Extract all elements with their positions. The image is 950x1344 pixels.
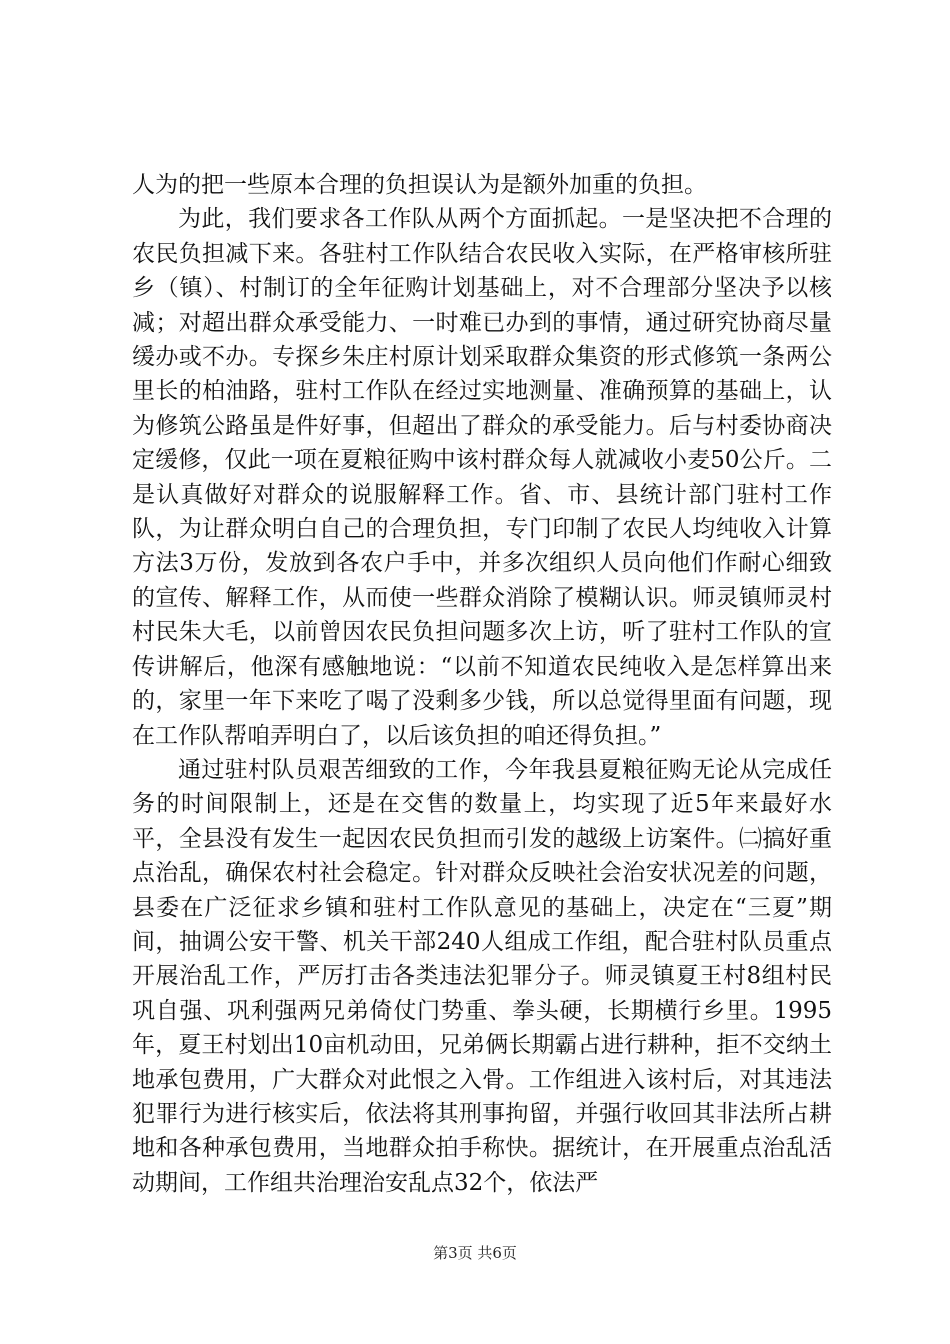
- paragraph-continued: 人为的把一些原本合理的负担误认为是额外加重的负担。: [132, 172, 707, 198]
- document-body: [132, 168, 832, 1200]
- paragraph: 通过驻村队员艰苦细致的工作，今年我县夏粮征购无论从完成任务的时间限制上，还是在交售的数量上，均实现了近5年来最好水平，全县没有发生一起因农民负担而引发的越级上访案件。㈡搞好重点治乱，确保农村社会稳定。针对群众反映社会治安状况差的问题，县委在广泛征求乡镇和驻村工作队意见的基础上，决定在“三夏”期间，抽调公安干警、机关干部240人组成工作组，配合驻村队员重点开展治乱工作，严厉打击各类违法犯罪分子。师灵镇夏王村8组村民巩自强、巩利强两兄弟倚仗门势重、拳头硬，长期横行乡里。1995年，夏王村划出10亩机动田，兄弟俩长期霸占进行耕种，拒不交纳土地承包费用，广大群众对此恨之入骨。工作组进入该村后，对其违法犯罪行为进行核实后，依法将其刑事拘留，并强行收回其非法所占耕地和各种承包费用，当地群众拍手称快。据统计，在开展重点治乱活动期间，工作组共治理治安乱点32个，依法严: [132, 756, 832, 1196]
- paragraph: 为此，我们要求各工作队从两个方面抓起。一是坚决把不合理的农民负担减下来。各驻村工作队结合农民收入实际，在严格审核所驻乡（镇）、村制订的全年征购计划基础上，对不合理部分坚决予以核减；对超出群众承受能力、一时难已办到的事情，通过研究协商尽量缓办或不办。专探乡朱庄村原计划采取群众集资的形式修筑一条两公里长的柏油路，驻村工作队在经过实地测量、准确预算的基础上，认为修筑公路虽是件好事，但超出了群众的承受能力。后与村委协商决定缓修，仅此一项在夏粮征购中该村群众每人就减收小麦50公斤。二是认真做好对群众的说服解释工作。省、市、县统计部门驻村工作队，为让群众明白自己的合理负担，专门印制了农民人均纯收入计算方法3万份，发放到各农户手中，并多次组织人员向他们作耐心细致的宣传、解释工作，从而使一些群众消除了模糊认识。师灵镇师灵村村民朱大毛，以前曾因农民负担问题多次上访，听了驻村工作队的宣传讲解后，他深有感触地说：“以前不知道农民纯收入是怎样算出来的，家里一年下来吃了喝了没剩多少钱，所以总觉得里面有问题，现在工作队帮咱弄明白了，以后该负担的咱还得负担。”: [132, 206, 832, 749]
- page-number-footer: 第3页 共6页: [433, 1244, 517, 1262]
